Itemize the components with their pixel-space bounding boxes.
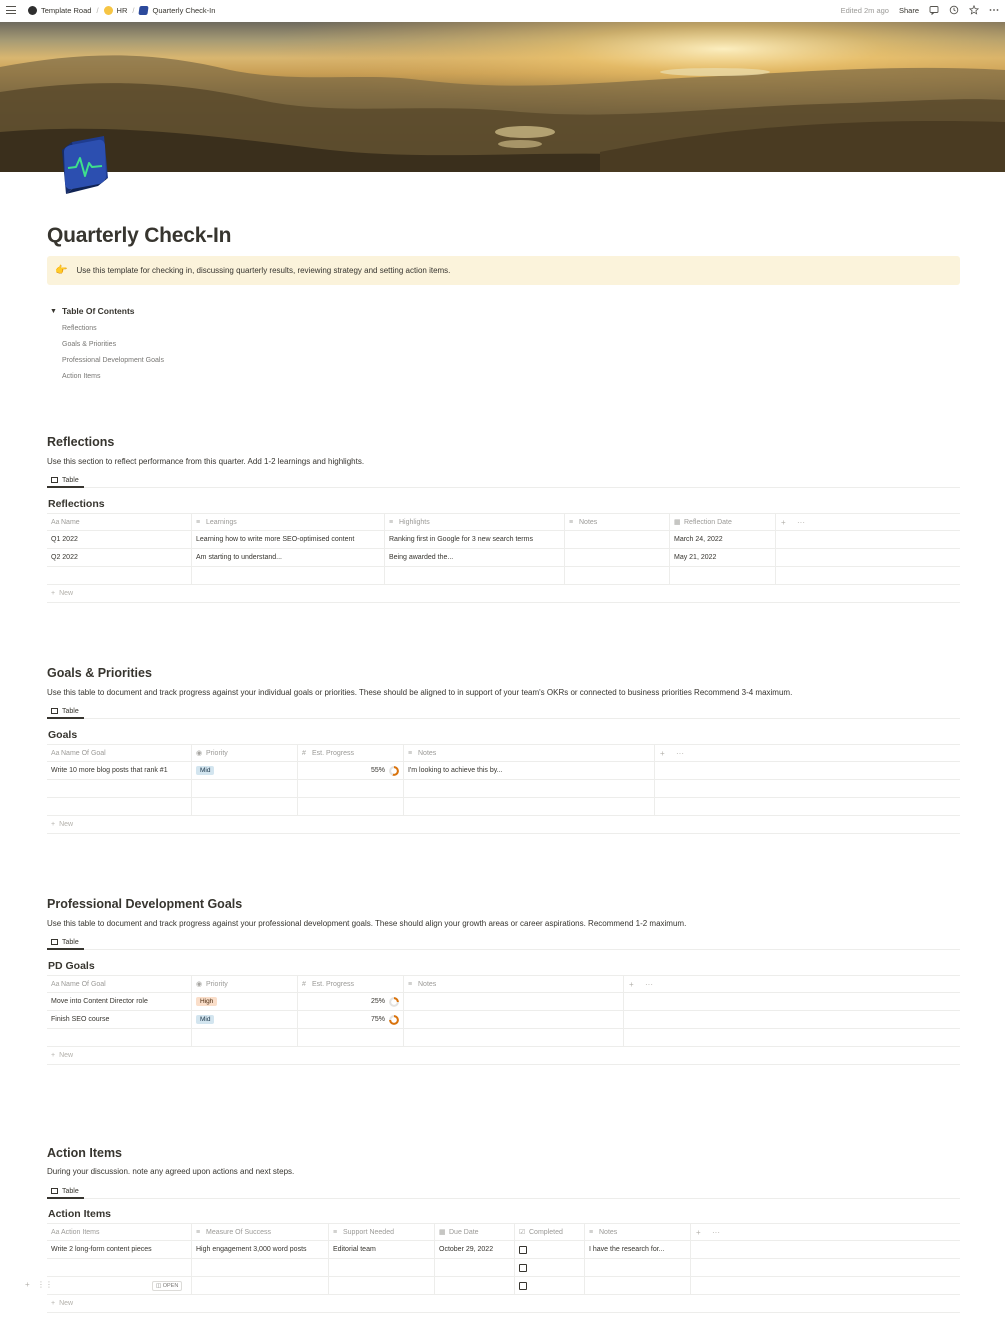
- toc-item-pd-goals[interactable]: Professional Development Goals: [62, 357, 164, 364]
- cell-name[interactable]: Q1 2022: [47, 531, 192, 548]
- database-title-action-items[interactable]: Action Items: [48, 1208, 112, 1220]
- pd-goals-table: [47, 975, 960, 1065]
- table-icon: [51, 939, 58, 945]
- breadcrumb-separator: /: [132, 5, 135, 15]
- tab-table[interactable]: [47, 1185, 84, 1199]
- cell-priority[interactable]: [192, 780, 298, 797]
- table-row-empty[interactable]: [47, 567, 960, 585]
- cell-notes[interactable]: [404, 993, 624, 1010]
- section-heading-action-items[interactable]: Action Items: [47, 1146, 123, 1160]
- cell-name-of-goal[interactable]: [47, 798, 192, 815]
- col-header-notes[interactable]: [585, 1224, 691, 1240]
- cell-est-progress[interactable]: [298, 780, 404, 797]
- col-label: Priority: [206, 980, 228, 988]
- template-road-icon: [28, 6, 37, 15]
- cell-name-of-goal[interactable]: [47, 780, 192, 797]
- cell-est-progress[interactable]: [298, 993, 404, 1010]
- col-header-name-of-goal[interactable]: [47, 745, 192, 761]
- breadcrumb-separator: /: [96, 5, 99, 15]
- col-label: Measure Of Success: [206, 1228, 271, 1236]
- toc-item-reflections[interactable]: Reflections: [62, 325, 97, 332]
- favorite-star-icon[interactable]: [969, 5, 979, 15]
- cell-notes[interactable]: [404, 1011, 624, 1028]
- col-label: Reflection Date: [684, 518, 732, 526]
- text-lines-icon: ≡: [569, 518, 574, 526]
- add-property-plus-icon[interactable]: +: [629, 979, 634, 989]
- breadcrumb-label: Template Road: [41, 5, 92, 15]
- calendar-icon: ▦: [674, 519, 681, 526]
- row-add-plus-icon[interactable]: +: [25, 1280, 30, 1289]
- text-lines-icon: ≡: [408, 749, 413, 757]
- new-label: New: [59, 1300, 74, 1307]
- menu-icon[interactable]: [6, 6, 16, 14]
- cell-notes[interactable]: [404, 798, 655, 815]
- toc-item-action-items[interactable]: Action Items: [62, 373, 101, 380]
- tab-label: Table: [62, 707, 79, 715]
- table-header: [47, 975, 960, 993]
- cell-due-date[interactable]: [435, 1259, 515, 1276]
- top-actions: [841, 5, 999, 15]
- table-header: [47, 744, 960, 762]
- open-page-icon: ◫: [156, 1283, 163, 1289]
- cell-support-needed[interactable]: [329, 1259, 435, 1276]
- edited-timestamp: Edited 2m ago: [840, 5, 889, 15]
- cell-name-of-goal[interactable]: Finish SEO course: [47, 1011, 192, 1028]
- cell-est-progress[interactable]: [298, 798, 404, 815]
- table-row[interactable]: [47, 531, 960, 549]
- table-of-contents: [50, 306, 164, 380]
- callout-text: Use this template for checking in, discussing quarterly results, reviewing strategy and setting action items.: [76, 266, 451, 275]
- open-row-button[interactable]: [152, 1281, 182, 1291]
- reflections-table: [47, 513, 960, 603]
- progress-ring-icon: [389, 997, 399, 1007]
- cell-notes[interactable]: [565, 567, 670, 584]
- add-property-plus-icon[interactable]: +: [781, 517, 786, 527]
- breadcrumb: [28, 6, 215, 15]
- col-label: Action Items: [61, 1228, 100, 1236]
- cell-action-item[interactable]: [47, 1259, 192, 1276]
- cell-due-date[interactable]: October 29, 2022: [435, 1241, 515, 1258]
- tab-label: Table: [62, 1187, 79, 1195]
- cell-notes[interactable]: [565, 549, 670, 566]
- number-hash-icon: #: [302, 980, 306, 988]
- text-property-icon: Aa: [51, 518, 60, 526]
- section-desc-reflections[interactable]: Use this section to reflect performance from this quarter. Add 1-2 learnings and highlights.: [47, 457, 365, 466]
- text-property-icon: Aa: [51, 749, 60, 757]
- plus-icon: +: [51, 590, 56, 597]
- col-label: Highlights: [399, 518, 430, 526]
- col-header-action-items[interactable]: [47, 1224, 192, 1240]
- completed-checkbox[interactable]: [519, 1246, 527, 1254]
- goals-table: [47, 744, 960, 834]
- plus-icon: +: [51, 1300, 56, 1307]
- select-property-icon: ◉: [196, 750, 203, 757]
- col-header-measure-of-success[interactable]: [192, 1224, 329, 1240]
- text-lines-icon: ≡: [389, 518, 394, 526]
- history-clock-icon[interactable]: [949, 5, 959, 15]
- cell-notes[interactable]: I'm looking to achieve this by...: [404, 762, 655, 779]
- table-header: [47, 513, 960, 531]
- priority-tag: Mid: [196, 766, 214, 775]
- breadcrumb-label: Quarterly Check-In: [152, 5, 216, 15]
- cell-learnings[interactable]: Am starting to understand...: [192, 549, 385, 566]
- more-options-icon[interactable]: ···: [797, 517, 805, 527]
- tab-table[interactable]: [47, 936, 84, 950]
- database-title-pd-goals[interactable]: PD Goals: [48, 960, 95, 972]
- cover-image: [0, 22, 1005, 172]
- cell-est-progress[interactable]: [298, 1011, 404, 1028]
- toc-item-goals[interactable]: Goals & Priorities: [62, 341, 117, 348]
- database-title-goals[interactable]: Goals: [48, 729, 78, 741]
- view-tabs-pd-goals: [47, 936, 960, 950]
- toc-heading: Table Of Contents: [61, 306, 135, 316]
- open-label: OPEN: [162, 1283, 179, 1289]
- table-row-empty[interactable]: [47, 780, 960, 798]
- tab-label: Table: [62, 476, 79, 484]
- cell-action-item[interactable]: Write 2 long-form content pieces: [47, 1241, 192, 1258]
- cell-est-progress[interactable]: [298, 1029, 404, 1046]
- cell-notes[interactable]: [565, 531, 670, 548]
- table-row[interactable]: [47, 549, 960, 567]
- text-lines-icon: ≡: [196, 518, 201, 526]
- col-label: Support Needed: [343, 1228, 394, 1236]
- col-header-reflection-date[interactable]: [670, 514, 776, 530]
- col-header-highlights[interactable]: [385, 514, 565, 530]
- database-title-reflections[interactable]: Reflections: [48, 498, 105, 510]
- table-row-empty[interactable]: [47, 1029, 960, 1047]
- col-label: Est. Progress: [312, 749, 355, 757]
- share-button[interactable]: Share: [898, 5, 919, 15]
- text-lines-icon: ≡: [196, 1228, 201, 1236]
- section-heading-goals[interactable]: Goals & Priorities: [47, 666, 152, 680]
- cell-priority[interactable]: [192, 1029, 298, 1046]
- add-property-plus-icon[interactable]: +: [660, 748, 665, 758]
- plus-icon: +: [51, 821, 56, 828]
- drag-handle-icon[interactable]: ⋮⋮: [37, 1280, 53, 1289]
- checkbox-property-icon: ☑: [519, 1229, 526, 1236]
- progress-ring-icon: [389, 1015, 399, 1025]
- cell-notes[interactable]: I have the research for...: [585, 1241, 691, 1258]
- cell-date[interactable]: [670, 567, 776, 584]
- cell-support-needed[interactable]: [329, 1277, 435, 1294]
- breadcrumb-quarterly-check-in[interactable]: [139, 6, 215, 15]
- more-options-icon[interactable]: ···: [676, 748, 684, 758]
- view-tabs-reflections: [47, 474, 960, 488]
- col-label: Due Date: [449, 1228, 479, 1236]
- col-label: Notes: [418, 980, 437, 988]
- tab-table[interactable]: [47, 705, 84, 719]
- cell-priority[interactable]: [192, 762, 298, 779]
- completed-checkbox[interactable]: [519, 1264, 527, 1272]
- page-icon-small: [139, 6, 149, 15]
- table-row-empty[interactable]: [47, 1277, 960, 1295]
- col-header-notes[interactable]: [565, 514, 670, 530]
- plus-icon: +: [51, 1052, 56, 1059]
- cell-learnings[interactable]: [192, 567, 385, 584]
- breadcrumb-label: HR: [116, 5, 128, 15]
- new-row-button[interactable]: [47, 816, 960, 834]
- progress-value: 75%: [370, 1016, 385, 1023]
- col-label: Priority: [206, 749, 228, 757]
- col-header-support-needed[interactable]: [329, 1224, 435, 1240]
- col-label: Name Of Goal: [61, 749, 106, 757]
- col-header-priority[interactable]: [192, 976, 298, 992]
- more-options-icon[interactable]: ···: [645, 979, 653, 989]
- text-lines-icon: ≡: [333, 1228, 338, 1236]
- cell-highlights[interactable]: Being awarded the...: [385, 549, 565, 566]
- col-header-due-date[interactable]: [435, 1224, 515, 1240]
- text-lines-icon: ≡: [408, 980, 413, 988]
- col-header-learnings[interactable]: [192, 514, 385, 530]
- more-options-icon[interactable]: [989, 5, 999, 15]
- cell-date[interactable]: March 24, 2022: [670, 531, 776, 548]
- breadcrumb-hr[interactable]: [104, 6, 128, 15]
- cell-notes[interactable]: [404, 780, 655, 797]
- add-property-plus-icon[interactable]: +: [696, 1227, 701, 1237]
- cell-date[interactable]: May 21, 2022: [670, 549, 776, 566]
- col-label: Notes: [579, 518, 598, 526]
- col-header-priority[interactable]: [192, 745, 298, 761]
- page-title[interactable]: Quarterly Check-In: [47, 224, 232, 247]
- more-options-icon[interactable]: ···: [712, 1227, 720, 1237]
- section-heading-pd-goals[interactable]: Professional Development Goals: [47, 897, 243, 911]
- completed-checkbox[interactable]: [519, 1282, 527, 1290]
- col-label: Notes: [599, 1228, 618, 1236]
- cell-due-date[interactable]: [435, 1277, 515, 1294]
- new-row-button[interactable]: [47, 1047, 960, 1065]
- text-lines-icon: ≡: [589, 1228, 594, 1236]
- page-icon-heartbeat[interactable]: [58, 134, 112, 200]
- cell-learnings[interactable]: Learning how to write more SEO-optimised content: [192, 531, 385, 548]
- hr-emoji-icon: [104, 6, 113, 15]
- new-label: New: [59, 590, 74, 597]
- cell-action-item[interactable]: [47, 1277, 192, 1294]
- table-icon: [51, 1188, 58, 1194]
- new-label: New: [59, 821, 74, 828]
- view-tabs-action-items: [47, 1185, 960, 1199]
- number-hash-icon: #: [302, 749, 306, 757]
- table-header: [47, 1223, 960, 1241]
- section-desc-goals[interactable]: Use this table to document and track progress against your individual goals or priorities. These should be aligned to in support of your team's OKRs or connected to business priorities Recommend 3-4 maximum.: [47, 688, 793, 697]
- cell-name-of-goal[interactable]: Write 10 more blog posts that rank #1: [47, 762, 192, 779]
- section-heading-reflections[interactable]: Reflections: [47, 435, 115, 449]
- cell-notes[interactable]: [404, 1029, 624, 1046]
- select-property-icon: ◉: [196, 981, 203, 988]
- cell-support-needed[interactable]: Editorial team: [329, 1241, 435, 1258]
- tab-label: Table: [62, 938, 79, 946]
- progress-ring-icon: [389, 766, 399, 776]
- cell-est-progress[interactable]: [298, 762, 404, 779]
- text-property-icon: Aa: [51, 1228, 60, 1236]
- priority-tag: Mid: [196, 1015, 214, 1024]
- col-header-completed[interactable]: [515, 1224, 585, 1240]
- top-bar: [0, 0, 1005, 20]
- col-label: Completed: [529, 1228, 563, 1236]
- col-label: Learnings: [206, 518, 237, 526]
- cell-completed: [515, 1259, 585, 1276]
- col-header-name[interactable]: [47, 514, 192, 530]
- section-desc-action-items[interactable]: During your discussion. note any agreed upon actions and next steps.: [47, 1167, 295, 1176]
- toc-toggle[interactable]: [50, 306, 164, 316]
- col-header-est-progress[interactable]: [298, 976, 404, 992]
- table-row-empty[interactable]: [47, 798, 960, 816]
- table-row[interactable]: [47, 1011, 960, 1029]
- cell-completed: [515, 1241, 585, 1258]
- table-icon: [51, 708, 58, 714]
- table-icon: [51, 477, 58, 483]
- table-row-empty[interactable]: [47, 1259, 960, 1277]
- table-row[interactable]: [47, 762, 960, 780]
- cell-notes[interactable]: [585, 1277, 691, 1294]
- callout-block[interactable]: [47, 256, 960, 285]
- col-label: Notes: [418, 749, 437, 757]
- table-row[interactable]: [47, 993, 960, 1011]
- calendar-icon: ▦: [439, 1229, 446, 1236]
- col-label: Name: [61, 518, 80, 526]
- col-header-notes[interactable]: [404, 976, 624, 992]
- cell-name[interactable]: Q2 2022: [47, 549, 192, 566]
- col-label: Name Of Goal: [61, 980, 106, 988]
- pointing-hand-icon: 👉: [55, 265, 68, 276]
- progress-value: 55%: [370, 767, 385, 774]
- cell-notes[interactable]: [585, 1259, 691, 1276]
- progress-value: 25%: [370, 998, 385, 1005]
- col-header-notes[interactable]: [404, 745, 655, 761]
- cell-priority[interactable]: [192, 993, 298, 1010]
- new-row-button[interactable]: [47, 1295, 960, 1313]
- cell-measure-of-success[interactable]: [192, 1259, 329, 1276]
- col-header-name-of-goal[interactable]: [47, 976, 192, 992]
- col-header-est-progress[interactable]: [298, 745, 404, 761]
- cell-name-of-goal[interactable]: [47, 1029, 192, 1046]
- cell-name-of-goal[interactable]: Move into Content Director role: [47, 993, 192, 1010]
- cell-completed: [515, 1277, 585, 1294]
- comment-icon[interactable]: [929, 5, 939, 15]
- triangle-down-icon: ▼: [50, 307, 57, 315]
- cell-highlights[interactable]: Ranking first in Google for 3 new search terms: [385, 531, 565, 548]
- cell-priority[interactable]: [192, 1011, 298, 1028]
- col-label: Est. Progress: [312, 980, 355, 988]
- cell-measure-of-success[interactable]: High engagement 3,000 word posts: [192, 1241, 329, 1258]
- tab-table[interactable]: [47, 474, 84, 488]
- cell-name[interactable]: [47, 567, 192, 584]
- view-tabs-goals: [47, 705, 960, 719]
- breadcrumb-template-road[interactable]: [28, 6, 91, 15]
- priority-tag: High: [196, 997, 217, 1006]
- cell-highlights[interactable]: [385, 567, 565, 584]
- action-items-table: [47, 1223, 960, 1313]
- section-desc-pd-goals[interactable]: Use this table to document and track progress against your professional development goals. These should align your growth areas or career aspirations. Recommend 1-2 maximum.: [47, 919, 687, 928]
- cell-measure-of-success[interactable]: [192, 1277, 329, 1294]
- cell-priority[interactable]: [192, 798, 298, 815]
- new-label: New: [59, 1052, 74, 1059]
- new-row-button[interactable]: [47, 585, 960, 603]
- table-row[interactable]: [47, 1241, 960, 1259]
- text-property-icon: Aa: [51, 980, 60, 988]
